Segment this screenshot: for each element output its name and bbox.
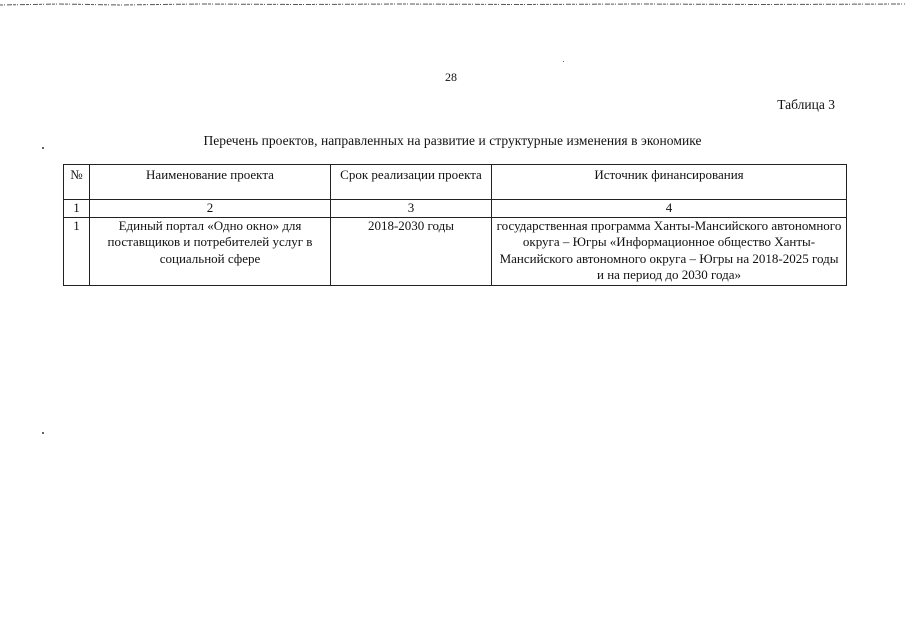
scan-edge-artifact xyxy=(0,0,905,8)
index-cell-1: 1 xyxy=(64,200,90,218)
index-cell-4: 4 xyxy=(492,200,847,218)
column-index-row xyxy=(64,200,847,218)
row-num-cell: 1 xyxy=(64,217,90,285)
document-title: Перечень проектов, направленных на развитие и структурные изменения в экономике xyxy=(203,133,702,148)
projects-table xyxy=(63,164,847,286)
header-num: № xyxy=(64,165,90,200)
header-term: Срок реализации проекта xyxy=(331,165,492,200)
header-name: Наименование проекта xyxy=(90,165,331,200)
index-cell-2: 2 xyxy=(90,200,331,218)
table-label: Таблица 3 xyxy=(777,97,835,112)
index-cell-3: 3 xyxy=(331,200,492,218)
scan-speck xyxy=(42,432,44,434)
scan-speck xyxy=(563,61,564,62)
funding-source-cell: государственная программа Ханты-Мансийского автономного округа – Югры «Информационное общество Ханты-Мансийского автономного округа – Югры на 2018-2025 годы и на период до 2030 года» xyxy=(492,217,847,285)
table-header-row xyxy=(64,165,847,200)
scan-speck xyxy=(42,147,44,149)
table-row xyxy=(64,217,847,285)
project-term-cell: 2018-2030 годы xyxy=(331,217,492,285)
header-source: Источник финансирования xyxy=(492,165,847,200)
page-number: 28 xyxy=(445,70,457,84)
project-name-cell: Единый портал «Одно окно» для поставщиков и потребителей услуг в социальной сфере xyxy=(90,217,331,285)
